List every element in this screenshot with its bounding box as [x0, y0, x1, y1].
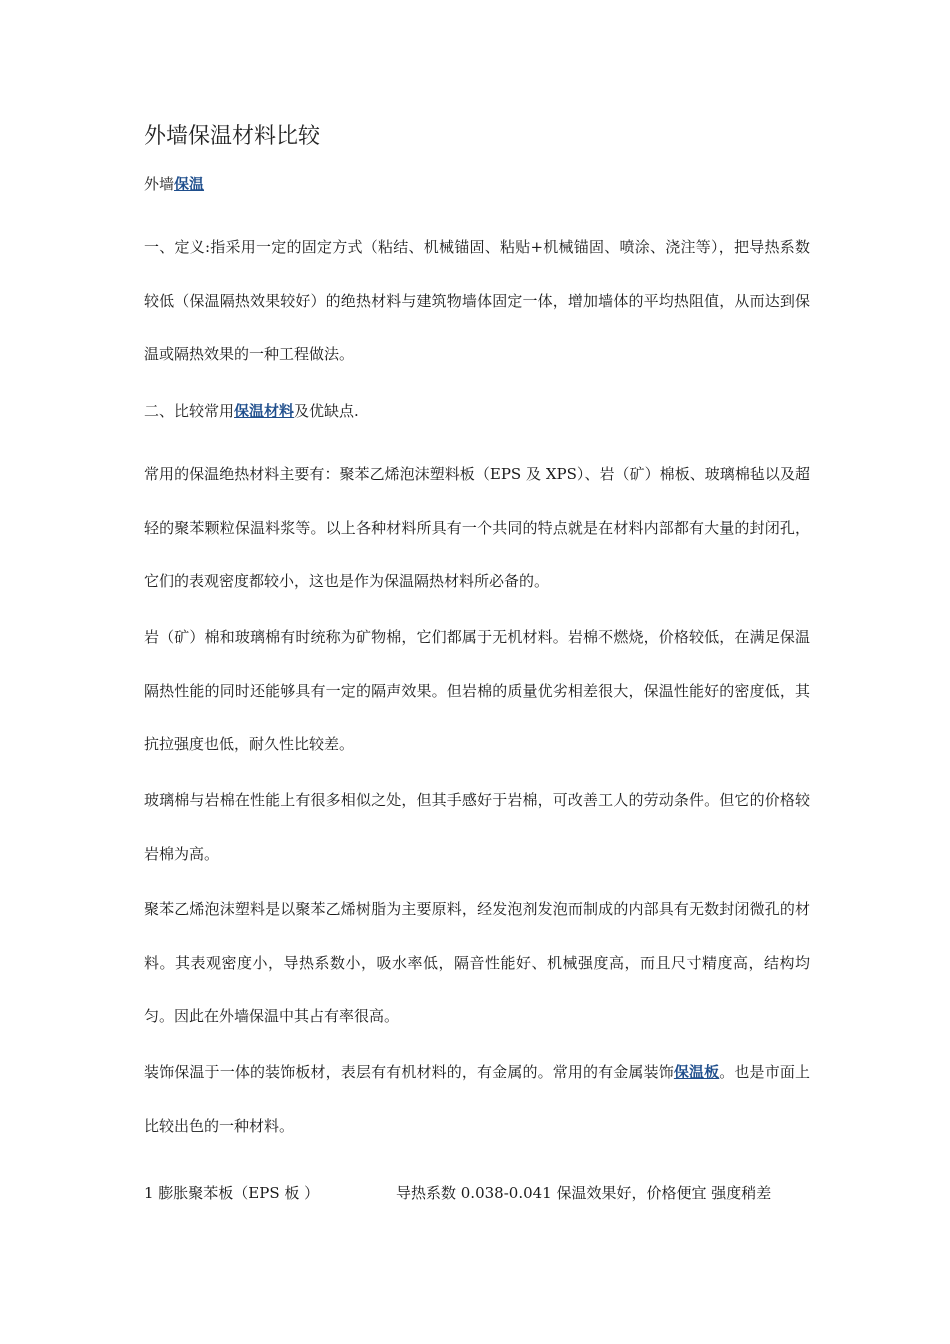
link-baowen-cailiao[interactable]: 保温材料	[234, 402, 295, 420]
section-two-suffix: 及优缺点.	[294, 402, 359, 420]
paragraph-decorative-board	[144, 1046, 810, 1153]
document-subtitle	[144, 173, 204, 195]
paragraph-rock-wool: 岩（矿）棉和玻璃棉有时统称为矿物棉，它们都属于无机材料。岩棉不燃烧，价格较低，在满足保温隔热性能的同时还能够具有一定的隔声效果。但岩棉的质量优劣相差很大，保温性能好的密度低，其抗拉强度也低，耐久性比较差。	[144, 628, 810, 753]
document-title: 外墙保温材料比较	[144, 124, 321, 149]
paragraph-glass-wool: 玻璃棉与岩棉在性能上有很多相似之处，但其手感好于岩棉，可改善工人的劳动条件。但它的价格较岩棉为高。	[144, 791, 810, 863]
paragraph-section-two	[144, 385, 810, 439]
link-baowen[interactable]: 保温	[174, 175, 205, 193]
material-name: 1 膨胀聚苯板（EPS 板 ）	[144, 1184, 320, 1202]
subtitle-prefix: 外墙	[144, 175, 175, 193]
paragraph-definition: 一、定义:指采用一定的固定方式（粘结、机械锚固、粘贴+机械锚固、喷涂、浇注等），把导热系数较低（保温隔热效果较好）的绝热材料与建筑物墙体固定一体，增加墙体的平均热阻值，从而达到保温或隔热效果的一种工程做法。	[144, 238, 810, 363]
link-baowen-ban[interactable]: 保温板	[673, 1063, 720, 1081]
section-two-prefix: 二、比较常用	[144, 402, 235, 420]
material-properties: 导热系数 0.038-0.041 保温效果好，价格便宜 强度稍差	[396, 1184, 772, 1202]
paragraph-common-materials: 常用的保温绝热材料主要有：聚苯乙烯泡沫塑料板（EPS 及 XPS）、岩（矿）棉板、玻璃棉毡以及超轻的聚苯颗粒保温料浆等。以上各种材料所具有一个共同的特点就是在材料内部都有大量的封闭孔，它们的表观密度都较小，这也是作为保温隔热材料所必备的。	[144, 465, 810, 590]
paragraph-polystyrene: 聚苯乙烯泡沫塑料是以聚苯乙烯树脂为主要原料，经发泡剂发泡而制成的内部具有无数封闭微孔的材料。其表观密度小，导热系数小，吸水率低，隔音性能好、机械强度高，而且尺寸精度高，结构均匀。因此在外墙保温中其占有率很高。	[144, 900, 810, 1025]
decorative-suffix: 。也是市面上比较出色的一种材料。	[144, 1063, 810, 1135]
decorative-prefix: 装饰保温于一体的装饰板材，表层有有机材料的，有金属的。常用的有金属装饰	[144, 1063, 674, 1081]
